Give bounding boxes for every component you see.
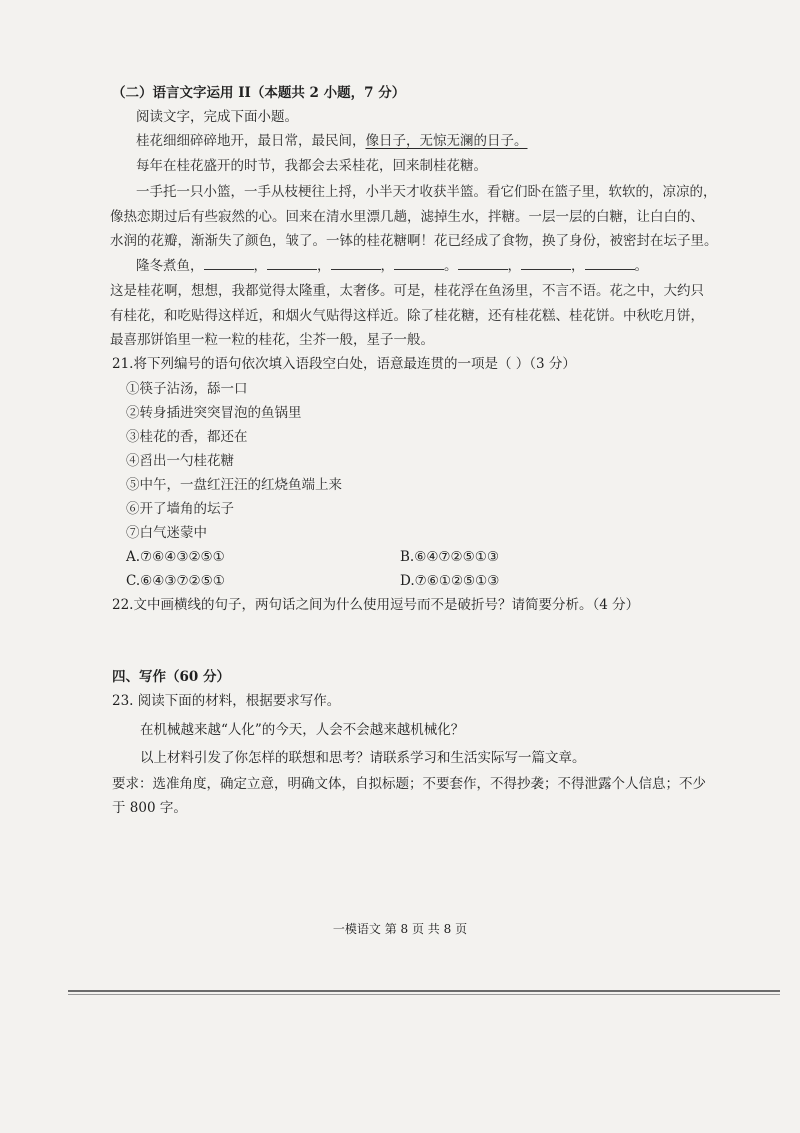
question-23-stem: 23. 阅读下面的材料，根据要求写作。 (112, 693, 341, 709)
blank-3 (331, 257, 381, 270)
passage-p3-line-3: 水润的花瓣，渐渐失了颜色，皱了。一钵的桂花糖啊！花已经成了食物，换了身份，被密封在坛子里。 (110, 233, 718, 249)
blank-4 (394, 257, 444, 270)
passage-p5-line-2: 有桂花，和吃贴得这样近，和烟火气贴得这样近。除了桂花糖，还有桂花糕、桂花饼。中秋吃月饼， (110, 308, 704, 324)
blank-2 (267, 257, 317, 270)
writing-requirement-line-2: 于 800 字。 (112, 800, 187, 816)
q21-item-6: ⑥开了墙角的坛子 (126, 501, 234, 517)
q21-option-d: D.⑦⑥①②⑤①③ (400, 573, 500, 589)
passage-paragraph-2: 每年在桂花盛开的时节，我都会去采桂花，回来制桂花糖。 (136, 158, 487, 174)
writing-section-title: 四、写作（60 分） (112, 669, 230, 685)
instruction: 阅读文字，完成下面小题。 (136, 109, 298, 125)
passage-p5-line-3: 最喜那饼馅里一粒一粒的桂花，尘芥一般，星子一般。 (110, 332, 434, 348)
question-22-stem: 22.文中画横线的句子，两句话之间为什么使用逗号而不是破折号？请简要分析。（4 分） (112, 597, 640, 613)
underlined-sentence: 像日子，无惊无澜的日子。 (365, 133, 528, 149)
writing-prompt: 以上材料引发了你怎样的联想和思考？请联系学习和生活实际写一篇文章。 (140, 750, 586, 766)
page-footer: 一模语文 第 8 页 共 8 页 (332, 922, 468, 936)
section-title: （二）语言文字运用 II（本题共 2 小题，7 分） (112, 85, 406, 101)
passage-p3-line-1: 一手托一只小篮，一手从枝梗往上捋，小半天才收获半篮。看它们卧在篮子里，软软的，凉凉的， (136, 184, 717, 200)
p4-lead: 隆冬煮鱼， (136, 258, 204, 274)
question-21-stem: 21.将下列编号的语句依次填入语段空白处，语意最连贯的一项是（ ）（3 分） (112, 356, 576, 372)
blank-6 (521, 257, 571, 270)
bottom-divider-shadow (68, 994, 780, 995)
q21-item-4: ④舀出一勺桂花糖 (126, 453, 234, 469)
q21-item-2: ②转身插进突突冒泡的鱼锅里 (126, 405, 302, 421)
q21-item-3: ③桂花的香，都还在 (126, 429, 248, 445)
passage-paragraph-4-blanks: 隆冬煮鱼， ， ， ， 。 ， ， 。 (136, 258, 648, 274)
q21-option-b: B.⑥④⑦②⑤①③ (400, 549, 499, 565)
blank-5 (458, 257, 508, 270)
q21-item-7: ⑦白气迷蒙中 (126, 525, 207, 541)
bottom-divider (68, 990, 780, 992)
writing-material: 在机械越来越“人化”的今天，人会不会越来越机械化？ (140, 722, 465, 738)
q21-item-1: ①筷子沾汤，舔一口 (126, 381, 248, 397)
blank-7 (585, 257, 635, 270)
passage-p5-line-1: 这是桂花啊，想想，我都觉得太隆重，太奢侈。可是，桂花浮在鱼汤里，不言不语。花之中，大约只 (110, 283, 704, 299)
q21-option-c: C.⑥④③⑦②⑤① (126, 573, 225, 589)
q21-item-5: ⑤中午，一盘红汪汪的红烧鱼端上来 (126, 477, 342, 493)
writing-requirement-line-1: 要求：选准角度，确定立意，明确文体，自拟标题；不要套作，不得抄袭；不得泄露个人信息；不少 (112, 776, 706, 792)
passage-p1-lead: 桂花细细碎碎地开，最日常，最民间， (136, 133, 366, 149)
passage-paragraph-1 (136, 132, 528, 150)
blank-1 (204, 257, 254, 270)
passage-p3-line-2: 像热恋期过后有些寂然的心。回来在清水里漂几趟，滤掉生水，拌糖。一层一层的白糖，让白白的、 (110, 209, 704, 225)
q21-option-a: A.⑦⑥④③②⑤① (126, 549, 225, 565)
